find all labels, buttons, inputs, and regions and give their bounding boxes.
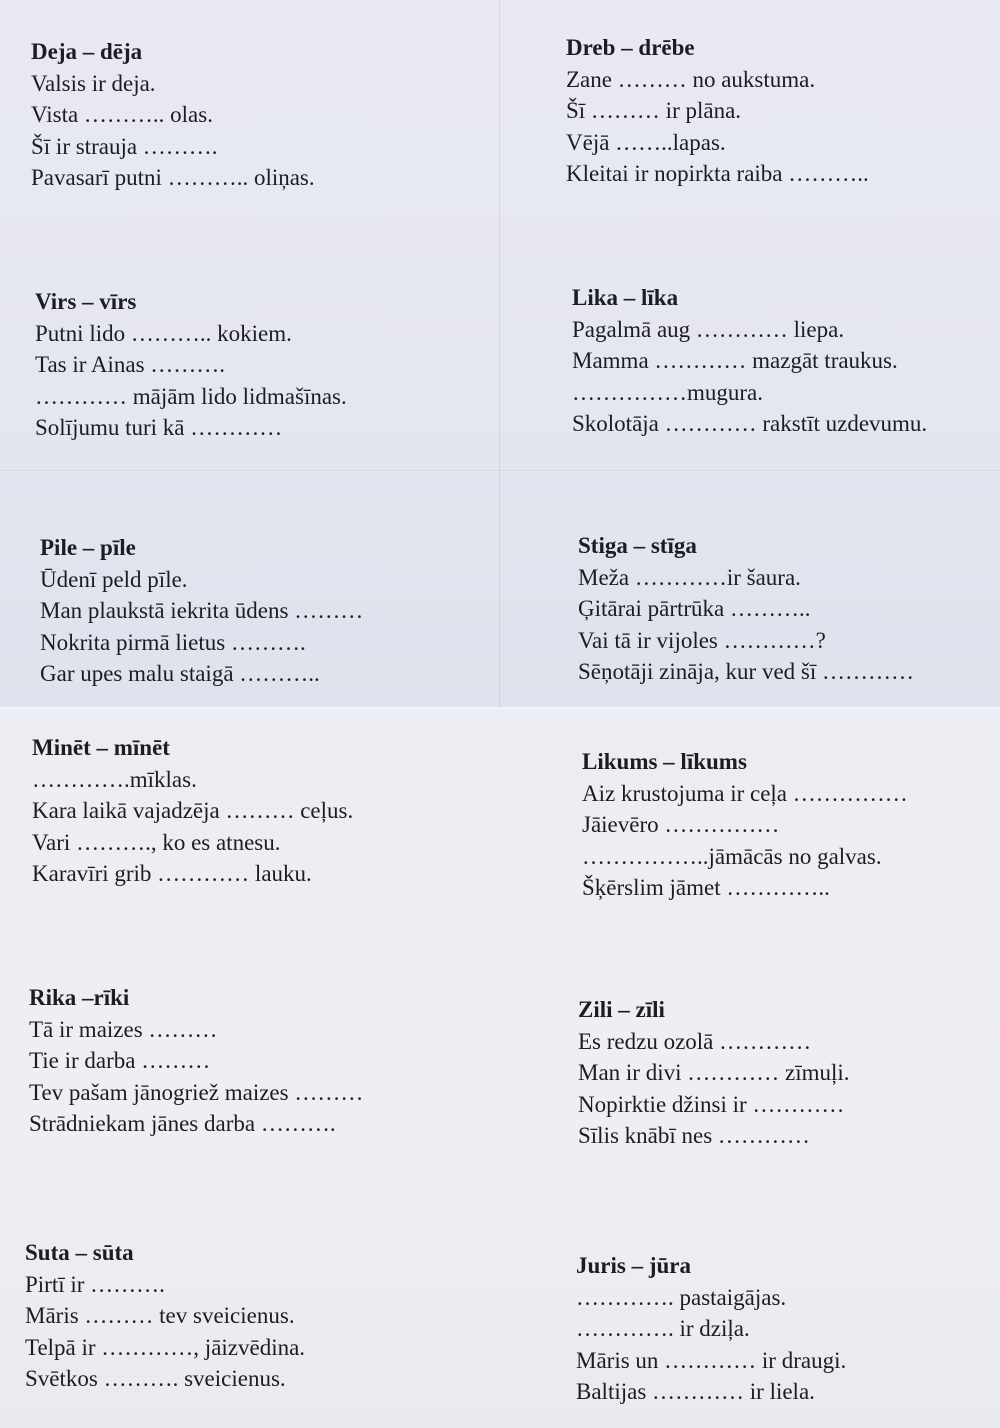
sentence: Solījumu turi kā ………… (35, 415, 283, 440)
sentence: Tie ir darba ……… (29, 1048, 211, 1073)
exercise-card-rika (29, 982, 363, 1140)
fold-line-vertical (499, 0, 500, 708)
sentence: Ūdenī peld pīle. (40, 566, 188, 592)
fold-line-horizontal (0, 470, 1000, 471)
card-title: Likums – līkums (582, 749, 747, 774)
sentence: Nokrita pirmā lietus ………. (40, 629, 306, 655)
exercise-card-lika (572, 282, 927, 440)
exercise-card-suta (25, 1237, 305, 1395)
sentence: Vējā ……..lapas. (566, 129, 726, 155)
card-title: Zili – zīli (578, 997, 665, 1022)
card-title: Minēt – mīnēt (32, 735, 170, 760)
card-title: Deja – dēja (31, 39, 143, 64)
sentence: ………….mīklas. (32, 766, 197, 792)
sentence: Telpā ir …………, jāizvēdina. (25, 1334, 306, 1360)
sentence: ……………mugura. (572, 379, 764, 405)
card-title: Virs – vīrs (35, 289, 137, 314)
sentence: Pirtī ir ………. (25, 1271, 165, 1297)
exercise-card-juris (576, 1250, 846, 1408)
card-title: Juris – jūra (576, 1253, 691, 1278)
sentence: Skolotāja ………… rakstīt uzdevumu. (572, 411, 928, 436)
sentence: Aiz krustojuma ir ceļa …………… (582, 780, 908, 806)
card-title: Dreb – drēbe (566, 35, 695, 60)
card-title: Rika –rīki (29, 985, 130, 1010)
sentence: Šī ……… ir plāna. (566, 98, 742, 123)
exercise-card-dreb (566, 32, 869, 190)
sentence: Kara laikā vajadzēja ……… ceļus. (32, 798, 354, 823)
sentence: Strādniekam jānes darba ………. (29, 1111, 336, 1136)
sentence: Vari ………., ko es atnesu. (32, 829, 281, 855)
sentence: Vai tā ir vijoles …………? (578, 627, 826, 653)
sentence: Man ir divi ………… zīmuļi. (578, 1060, 850, 1085)
card-title: Lika – līka (572, 285, 679, 310)
exercise-card-stiga (578, 530, 914, 688)
sentence: Kleitai ir nopirkta raiba ……….. (566, 161, 869, 186)
sentence: Karavīri grib ………… lauku. (32, 861, 312, 886)
sentence: …………. ir dziļa. (576, 1316, 750, 1341)
sentence: ……………..jāmācās no galvas. (582, 843, 882, 869)
sentence: Mamma ………… mazgāt traukus. (572, 348, 898, 373)
exercise-card-virs (35, 286, 347, 444)
sentence: Tev pašam jānogriež maizes ……… (29, 1079, 364, 1105)
exercise-card-pile (40, 532, 363, 690)
sentence: ………… mājām lido lidmašīnas. (35, 383, 347, 409)
exercise-card-deja (31, 36, 315, 194)
sentence: Pagalmā aug ………… liepa. (572, 316, 845, 342)
sentence: …………. pastaigājas. (576, 1284, 787, 1310)
sentence: Šī ir strauja ………. (31, 133, 218, 159)
sentence: Gar upes malu staigā ……….. (40, 661, 320, 686)
sentence: Sēņotāji zināja, kur ved šī ………… (578, 659, 914, 684)
card-title: Suta – sūta (25, 1240, 134, 1265)
exercise-card-likums (582, 746, 908, 904)
scan-seam (0, 707, 1000, 709)
sentence: Man plaukstā iekrita ūdens ……… (40, 598, 364, 623)
sentence: Šķērslim jāmet ………….. (582, 875, 830, 900)
card-title: Stiga – stīga (578, 533, 697, 558)
sentence: Putni lido ……….. kokiem. (35, 320, 292, 346)
sentence: Ģitārai pārtrūka ……….. (578, 596, 811, 621)
card-title: Pile – pīle (40, 535, 136, 560)
sentence: Nopirktie džinsi ir ………… (578, 1091, 845, 1117)
sentence: Tā ir maizes ……… (29, 1016, 218, 1042)
sentence: Zane ……… no aukstuma. (566, 66, 816, 92)
sentence: Svētkos ………. sveicienus. (25, 1366, 286, 1391)
sentence: Tas ir Ainas ………. (35, 352, 226, 377)
sentence: Pavasarī putni ……….. oliņas. (31, 165, 315, 190)
sentence: Sīlis knābī nes ………… (578, 1123, 810, 1148)
sentence: Māris ……… tev sveicienus. (25, 1303, 295, 1328)
sentence: Vista ……….. olas. (31, 102, 213, 127)
exercise-card-minet (32, 732, 353, 890)
sentence: Māris un ………… ir draugi. (576, 1347, 847, 1373)
sentence: Meža …………ir šaura. (578, 564, 801, 590)
exercise-card-zili (578, 994, 850, 1152)
sentence: Valsis ir deja. (31, 70, 156, 96)
sentence: Es redzu ozolā ………… (578, 1028, 812, 1054)
sentence: Baltijas ………… ir liela. (576, 1379, 815, 1404)
sentence: Jāievēro …………… (582, 812, 780, 837)
